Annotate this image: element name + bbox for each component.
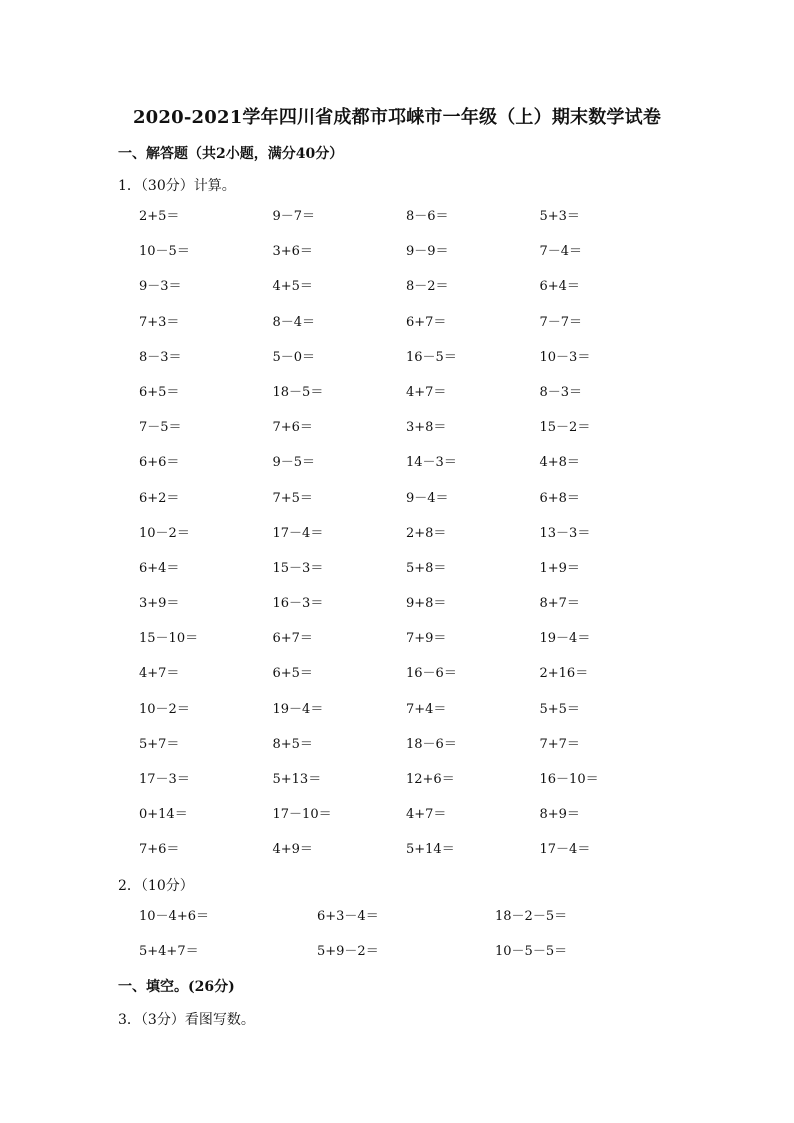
exercise-item: 16－10＝: [539, 772, 599, 787]
exercise-item: 4+5＝: [272, 279, 313, 295]
exercise-item: 6+4＝: [539, 279, 580, 295]
exercise-item: 6+5＝: [139, 384, 180, 400]
exercise-row: [139, 594, 679, 629]
question-2-label: 2．（10分）: [118, 878, 194, 894]
exercise-item: 7－4＝: [539, 244, 583, 260]
exercise-row: [139, 559, 679, 594]
exercise-item: 5+4+7＝: [139, 944, 199, 959]
exercise-item: 6+3－4＝: [317, 909, 379, 924]
exercise-row: [139, 805, 679, 840]
exercise-item: 9+8＝: [406, 596, 447, 612]
exercise-item: 7－5＝: [139, 420, 182, 436]
exercise-item: 10－3＝: [539, 349, 591, 365]
exercise-item: 16－3＝: [272, 596, 324, 612]
exercise-item: 15－2＝: [539, 420, 591, 436]
exercise-item: 0+14＝: [139, 807, 188, 823]
exercise-row: [139, 840, 679, 875]
exercise-item: 8－6＝: [406, 209, 449, 224]
exercise-item: 4+7＝: [139, 666, 180, 682]
exercise-item: 7+9＝: [406, 631, 447, 647]
exercise-item: 13－3＝: [539, 525, 591, 541]
question-3-label: 3．（3分）看图写数。: [118, 1012, 255, 1028]
exercise-item: 5+3＝: [539, 209, 580, 224]
exercise-item: 17－4＝: [272, 525, 324, 541]
exercise-item: 14－3＝: [406, 455, 457, 471]
exercise-item: 18－5＝: [272, 384, 324, 400]
exercise-item: 6+4＝: [139, 560, 180, 576]
exercise-item: 6+7＝: [406, 314, 447, 330]
exercise-item: 18－6＝: [406, 736, 457, 752]
exercise-item: 17－4＝: [539, 842, 591, 858]
exercise-row: [139, 629, 679, 664]
exercise-row: [139, 700, 679, 735]
exercise-item: 10－4+6＝: [139, 909, 209, 924]
exercise-item: 10－5－5＝: [495, 944, 568, 959]
exercise-item: 6+6＝: [139, 455, 180, 471]
question-1-exercises: [139, 207, 679, 876]
exercise-item: 5+14＝: [406, 842, 455, 858]
exercise-item: 15－10＝: [139, 631, 199, 647]
exercise-item: 16－6＝: [406, 666, 457, 682]
exercise-item: 8－2＝: [406, 279, 449, 295]
exercise-row: [139, 907, 679, 942]
section-heading-1: 一、解答题（共2小题，满分40分）: [118, 146, 344, 162]
exercise-item: 4+7＝: [406, 384, 447, 400]
exercise-item: 7+5＝: [272, 490, 313, 506]
exercise-item: 5－0＝: [272, 349, 316, 365]
exercise-item: 5+13＝: [272, 772, 322, 787]
exercise-item: 3+6＝: [272, 244, 313, 260]
exercise-row: [139, 383, 679, 418]
exercise-item: 8+7＝: [539, 596, 580, 612]
exercise-row: [139, 664, 679, 699]
exercise-item: 8－3＝: [139, 349, 182, 365]
exercise-item: 2+8＝: [406, 525, 447, 541]
exercise-item: 12+6＝: [406, 772, 455, 787]
exercise-item: 7+3＝: [139, 314, 180, 330]
exercise-item: 16－5＝: [406, 349, 457, 365]
exercise-row: [139, 524, 679, 559]
exercise-item: 9－7＝: [272, 209, 316, 224]
exercise-row: [139, 277, 679, 312]
exercise-item: 5+8＝: [406, 560, 447, 576]
exercise-item: 3+9＝: [139, 596, 180, 612]
exercise-row: [139, 770, 679, 805]
exercise-row: [139, 348, 679, 383]
exercise-row: [139, 313, 679, 348]
section-heading-2: 一、填空。(26分): [118, 979, 235, 995]
exercise-item: 5+9－2＝: [317, 944, 379, 959]
exercise-item: 1+9＝: [539, 560, 580, 576]
exercise-item: 10－2＝: [139, 701, 190, 717]
exercise-item: 8+5＝: [272, 736, 313, 752]
question-2-exercises: [139, 907, 679, 977]
exercise-item: 17－3＝: [139, 772, 190, 787]
exercise-item: 9－4＝: [406, 490, 449, 506]
exercise-item: 10－5＝: [139, 244, 190, 260]
exercise-row: [139, 418, 679, 453]
exercise-item: 7－7＝: [539, 314, 583, 330]
exercise-row: [139, 489, 679, 524]
exercise-item: 7+6＝: [272, 420, 313, 436]
exercise-item: 6+2＝: [139, 490, 180, 506]
exercise-item: 7+7＝: [539, 736, 580, 752]
exercise-item: 8+9＝: [539, 807, 580, 823]
exercise-item: 3+8＝: [406, 420, 447, 436]
exercise-item: 9－5＝: [272, 455, 316, 471]
exercise-item: 19－4＝: [539, 631, 591, 647]
exercise-row: [139, 453, 679, 488]
page-title: 2020-2021学年四川省成都市邛崃市一年级（上）期末数学试卷: [132, 107, 662, 128]
exercise-row: [139, 735, 679, 770]
exercise-item: 6+8＝: [539, 490, 580, 506]
exercise-item: 19－4＝: [272, 701, 324, 717]
exercise-item: 8－3＝: [539, 384, 583, 400]
exercise-item: 4+7＝: [406, 807, 447, 823]
exercise-row: [139, 242, 679, 277]
exercise-item: 6+5＝: [272, 666, 313, 682]
exercise-item: 7+6＝: [139, 842, 180, 858]
exercise-item: 2+16＝: [539, 666, 589, 682]
exercise-item: 4+8＝: [539, 455, 580, 471]
exercise-item: 15－3＝: [272, 560, 324, 576]
exercise-item: 6+7＝: [272, 631, 313, 647]
exercise-item: 5+5＝: [539, 701, 580, 717]
exercise-item: 9－9＝: [406, 244, 449, 260]
exercise-item: 9－3＝: [139, 279, 182, 295]
exercise-item: 4+9＝: [272, 842, 313, 858]
exercise-row: [139, 942, 679, 977]
exercise-item: 10－2＝: [139, 525, 190, 541]
exercise-item: 5+7＝: [139, 736, 180, 752]
exercise-item: 8－4＝: [272, 314, 316, 330]
exercise-item: 2+5＝: [139, 209, 180, 224]
exercise-item: 7+4＝: [406, 701, 447, 717]
question-1-label: 1．（30分）计算。: [118, 178, 236, 194]
exercise-item: 17－10＝: [272, 807, 332, 823]
exercise-item: 18－2－5＝: [495, 909, 568, 924]
exercise-row: [139, 207, 679, 242]
